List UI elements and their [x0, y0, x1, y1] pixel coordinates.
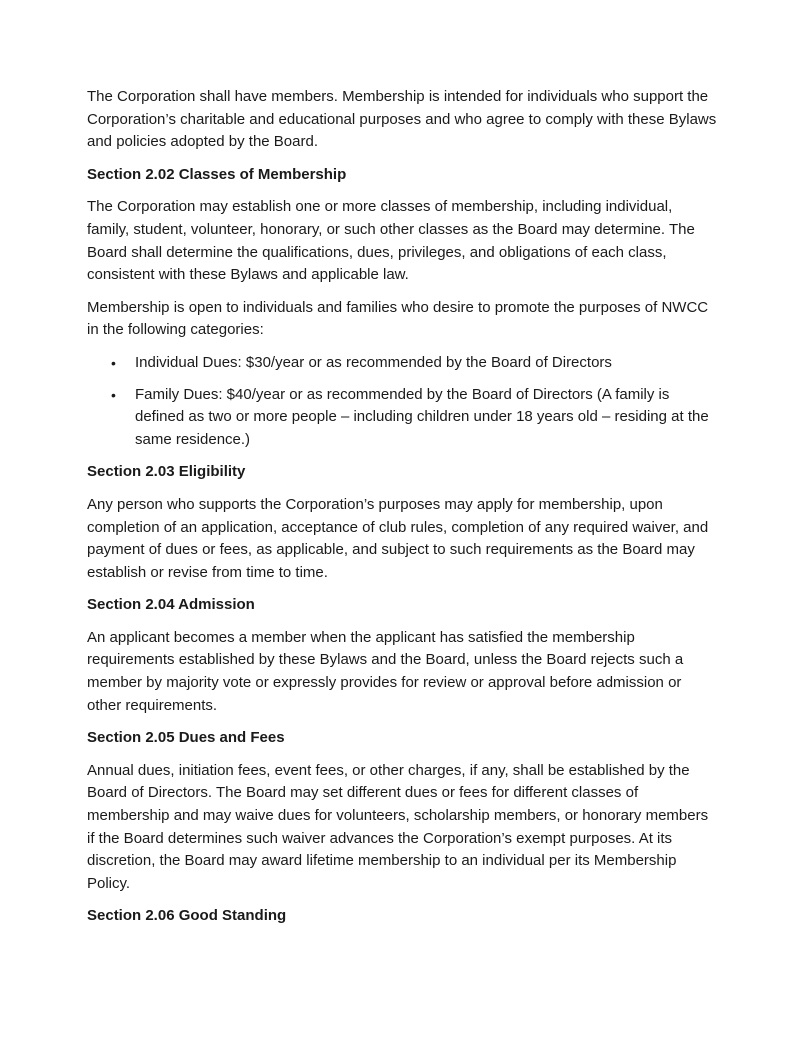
section-2-05-paragraph: Annual dues, initiation fees, event fees, or other charges, if any, shall be established by the Board of Directors. The Board may set different dues or fees for different classes of membership and may waive dues for volunteers, scholarship members, or honorary members if the Board determines such waiver advances the Corporation’s exempt purposes. At its discretion, the Board may award lifetime membership to an individual per its Membership Policy.	[87, 761, 709, 892]
document-page	[87, 86, 717, 938]
section-2-03-paragraph: Any person who supports the Corporation’s purposes may apply for membership, upon completion of an application, acceptance of club rules, completion of any required waiver, and payment of dues or fees, as applicable, and subject to such requirements as the Board may establish or revise from time to time.	[87, 495, 709, 581]
section-2-04-paragraph: An applicant becomes a member when the applicant has satisfied the membership requirements established by these Bylaws and the Board, unless the Board rejects such a member by majority vote or expressly provides for review or approval before admission or other requirements.	[87, 628, 684, 714]
section-2-02-paragraph-1: The Corporation may establish one or more classes of membership, including individual, family, student, volunteer, honorary, or such other classes as the Board may determine. The Board shall determine the qualifications, dues, privileges, and obligations of each class, consistent with these Bylaws and applicable law.	[87, 198, 695, 284]
bullet-text: Individual Dues: $30/year or as recommended by the Board of Directors	[135, 353, 612, 371]
bullet-icon: •	[111, 354, 116, 371]
intro-paragraph: The Corporation shall have members. Membership is intended for individuals who support the Corporation’s charitable and educational purposes and who agree to comply with these Bylaws and policies adopted by the Board.	[87, 88, 717, 151]
section-2-06-heading: Section 2.06 Good Standing	[87, 907, 287, 925]
bullet-item-individual-dues	[87, 352, 717, 375]
section-2-05-heading: Section 2.05 Dues and Fees	[87, 729, 285, 747]
section-2-02-paragraph-2: Membership is open to individuals and families who desire to promote the purposes of NWCC in the following categories:	[87, 298, 709, 339]
bullet-icon: •	[111, 386, 116, 403]
bullet-item-family-dues	[87, 384, 717, 452]
dues-bullet-list	[87, 352, 717, 451]
section-2-04-heading: Section 2.04 Admission	[87, 596, 255, 614]
section-2-03-heading: Section 2.03 Eligibility	[87, 463, 246, 481]
bullet-text: Family Dues: $40/year or as recommended by the Board of Directors (A family is defined as two or more people – including children under 18 years old – residing at the same residence.)	[135, 385, 709, 448]
section-2-02-heading: Section 2.02 Classes of Membership	[87, 165, 347, 183]
